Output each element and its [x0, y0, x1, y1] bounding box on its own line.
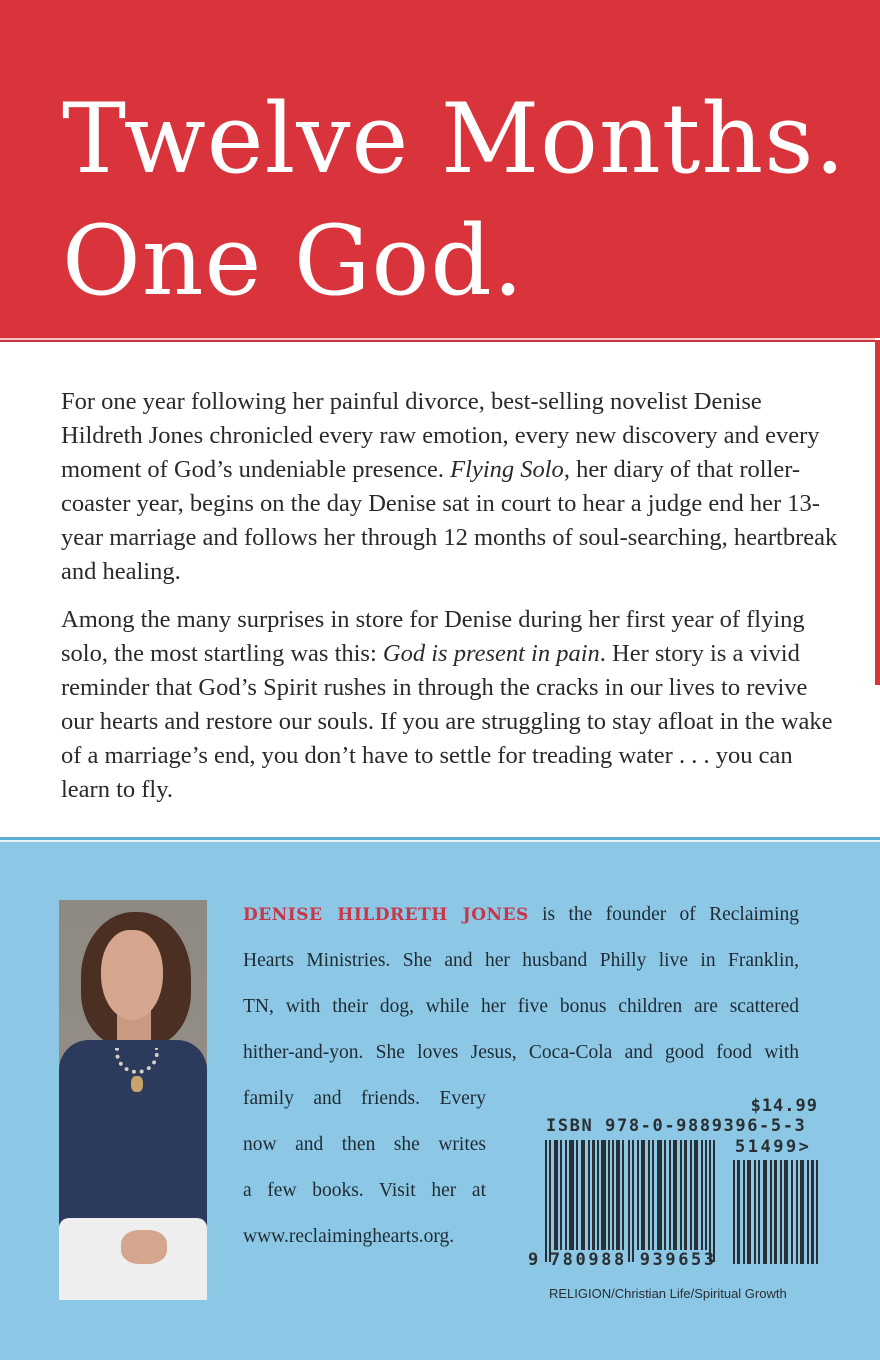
description-paragraph-2: [61, 603, 841, 807]
addon-barcode-icon: [733, 1160, 818, 1264]
bio-line: Hearts Ministries. She and her husband Philly live in Franklin,: [243, 950, 799, 971]
ean-lead-digit: 9: [528, 1250, 541, 1270]
book-description: [61, 385, 841, 821]
photo-face: [101, 930, 163, 1020]
emphasis-italic: God is present in pain: [382, 640, 600, 667]
paragraph-text: For one year following her painful divorce, best-selling novelist Denise Hildreth Jones chronicled every raw emotion, every new discovery and every moment of God’s undeniable presence.: [61, 388, 820, 483]
headline-line-1: Twelve Months.: [62, 83, 846, 195]
author-photo: [59, 900, 207, 1300]
paragraph-text: . Her story is a vivid reminder that God’s Spirit rushes in through the cracks in our lives to revive our hearts and restore our souls. If you are struggling to stay afloat in the wake of a marriage’s end, you don’t have to settle for treading water . . . you can learn to fly.: [61, 640, 833, 803]
author-website: www.reclaiminghearts.org.: [243, 1226, 455, 1247]
bio-line: a few books. Visit her at: [243, 1180, 486, 1201]
photo-hand: [121, 1230, 167, 1264]
bio-line: now and then she writes: [243, 1134, 486, 1155]
photo-pendant: [131, 1076, 143, 1092]
spine-edge-strip: [875, 340, 880, 685]
headline: [62, 78, 862, 322]
description-paragraph-1: [61, 385, 841, 589]
author-bio-narrow: [243, 1076, 486, 1260]
ean-digits: [528, 1250, 717, 1270]
headline-banner: [0, 0, 880, 338]
bisac-category: RELIGION/Christian Life/Spiritual Growth: [549, 1286, 787, 1301]
price-label: $14.99: [750, 1096, 818, 1116]
headline-line-2: One God.: [62, 205, 525, 317]
author-name: DENISE HILDRETH JONES: [243, 905, 529, 925]
ean-number: 780988 939653: [549, 1250, 717, 1270]
bio-line: TN, with their dog, while her five bonus children are scattered: [243, 996, 799, 1017]
red-divider-dark: [0, 340, 875, 342]
price-addon-code: 51499>: [735, 1137, 812, 1157]
bio-line: family and friends. Every: [243, 1088, 486, 1109]
bio-line: [243, 892, 799, 938]
ean-barcode-icon: [545, 1140, 715, 1262]
paragraph-text: Among the many surprises in store for Denise during her first year of flying solo, the most startling was this:: [61, 606, 805, 667]
paragraph-text: , her diary of that roller-coaster year, begins on the day Denise sat in court to hear a judge end her 13-year marriage and follows her through 12 months of soul-searching, heartbreak and healing.: [61, 456, 838, 585]
book-title-italic: Flying Solo: [450, 456, 564, 483]
isbn-label: ISBN 978-0-9889396-5-3: [546, 1116, 807, 1136]
author-bio-wide: [243, 892, 799, 1076]
bio-line: hither-and-yon. She loves Jesus, Coca-Cola and good food with: [243, 1042, 799, 1063]
bio-text: is the founder of Reclaiming: [528, 904, 800, 925]
